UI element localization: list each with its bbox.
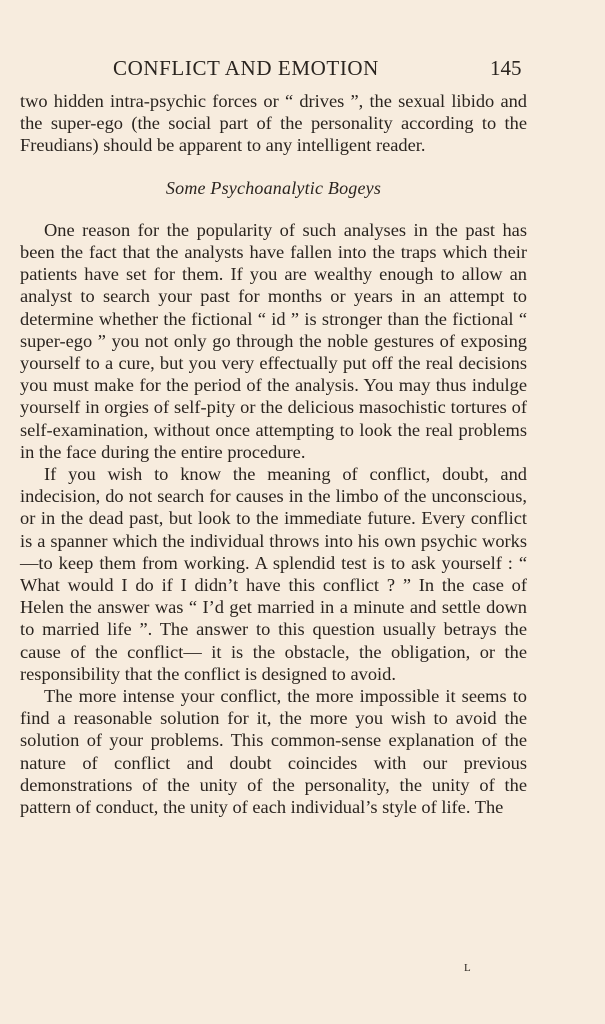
paragraph: two hidden intra-psychic forces or “ drives ”, the sexual libido and the super-ego (the social part of the personality according to the Freudians) should be apparent to any intelligent reader.	[20, 91, 527, 156]
section-heading: Some Psychoanalytic Bogeys	[165, 177, 382, 198]
running-head	[0, 56, 605, 84]
signature-mark: L	[464, 962, 472, 974]
running-title: CONFLICT AND EMOTION	[113, 56, 379, 80]
paragraph: One reason for the popularity of such analyses in the past has been the fact that the analysts have fallen into the traps which their patients have set for them. If you are wealthy enough to allow an analyst to search your past for months or years in an attempt to determine whether the fictional “ id ” is stronger than the fictional “ super-ego ” you not only go through the noble gestures of exposing yourself to a cure, but you very effectually put off the real decisions you must make for the period of the analysis. You may thus indulge yourself in orgies of self-pity or the delicious masochistic tortures of self-examination, without once attempting to look the real problems in the face during the entire procedure.	[20, 219, 527, 462]
paragraph: The more intense your conflict, the more impossible it seems to find a reasonable solution for it, the more you wish to avoid the solution of your problems. This common-sense explanation of the nature of conflict and doubt coincides with our previous demonstrations of the unity of the personality, the unity of the pattern of conduct, the unity of each individual’s style of life. The	[20, 686, 527, 818]
page-number: 145	[490, 56, 522, 80]
body-text	[20, 90, 527, 818]
paragraph: If you wish to know the meaning of conflict, doubt, and indecision, do not search for causes in the limbo of the unconscious, or in the dead past, but look to the immediate future. Every conflict is a spanner which the individual throws into his own psychic works—to keep them from working. A splendid test is to ask yourself : “ What would I do if I didn’t have this conflict ? ” In the case of Helen the answer was “ I’d get married in a minute and settle down to married life ”. The answer to this question usually betrays the cause of the conflict— it is the obstacle, the obligation, or the responsibility that the conflict is designed to avoid.	[20, 464, 527, 684]
